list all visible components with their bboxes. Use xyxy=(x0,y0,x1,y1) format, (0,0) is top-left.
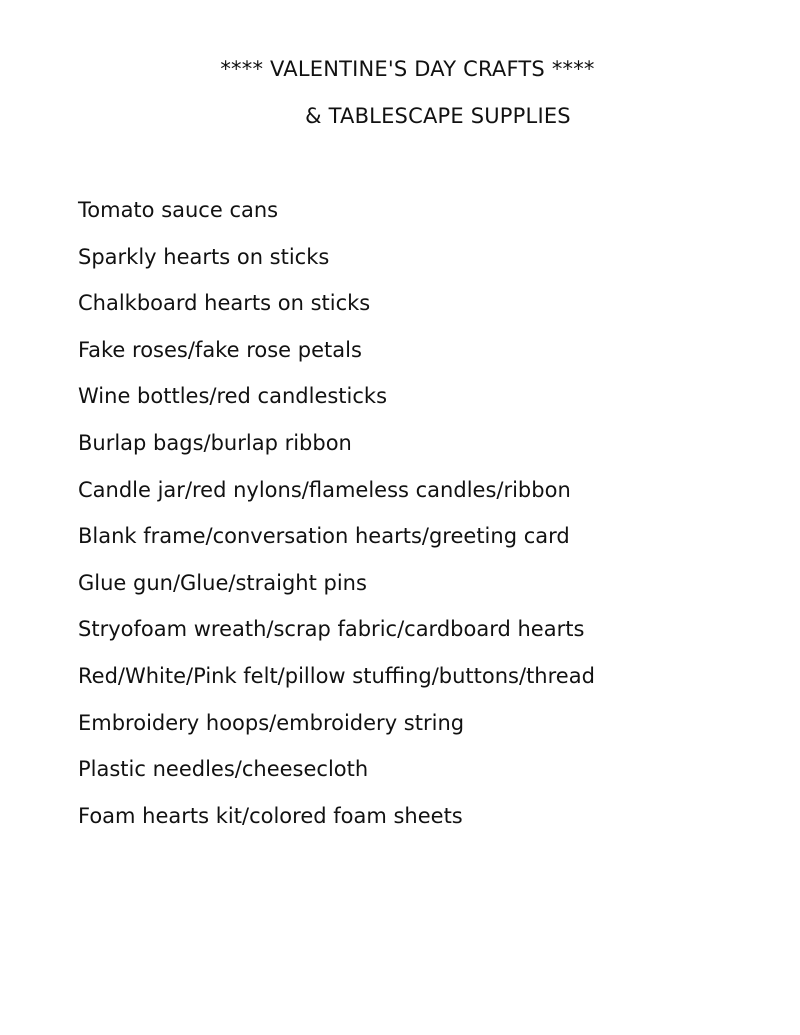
list-item: Burlap bags/burlap ribbon xyxy=(78,430,352,455)
list-item: Embroidery hoops/embroidery string xyxy=(78,710,465,735)
list-item: Chalkboard hearts on sticks xyxy=(78,291,371,316)
list-item: Fake roses/fake rose petals xyxy=(78,337,362,362)
list-item: Blank frame/conversation hearts/greeting card xyxy=(78,524,570,549)
supply-list xyxy=(78,197,595,849)
page-title: **** VALENTINE'S DAY CRAFTS **** xyxy=(220,57,595,81)
list-item: Wine bottles/red candlesticks xyxy=(78,384,388,409)
list-item: Plastic needles/cheesecloth xyxy=(78,757,369,782)
list-item: Tomato sauce cans xyxy=(78,198,279,222)
list-item: Red/White/Pink felt/pillow stuffing/buttons/thread xyxy=(78,663,595,688)
list-item: Sparkly hearts on sticks xyxy=(78,244,330,269)
list-item: Foam hearts kit/colored foam sheets xyxy=(78,803,463,828)
list-item: Candle jar/red nylons/flameless candles/ribbon xyxy=(78,477,571,502)
page-subtitle: & TABLESCAPE SUPPLIES xyxy=(305,104,571,128)
list-item: Stryofoam wreath/scrap fabric/cardboard hearts xyxy=(78,617,585,642)
list-item: Glue gun/Glue/straight pins xyxy=(78,570,367,595)
